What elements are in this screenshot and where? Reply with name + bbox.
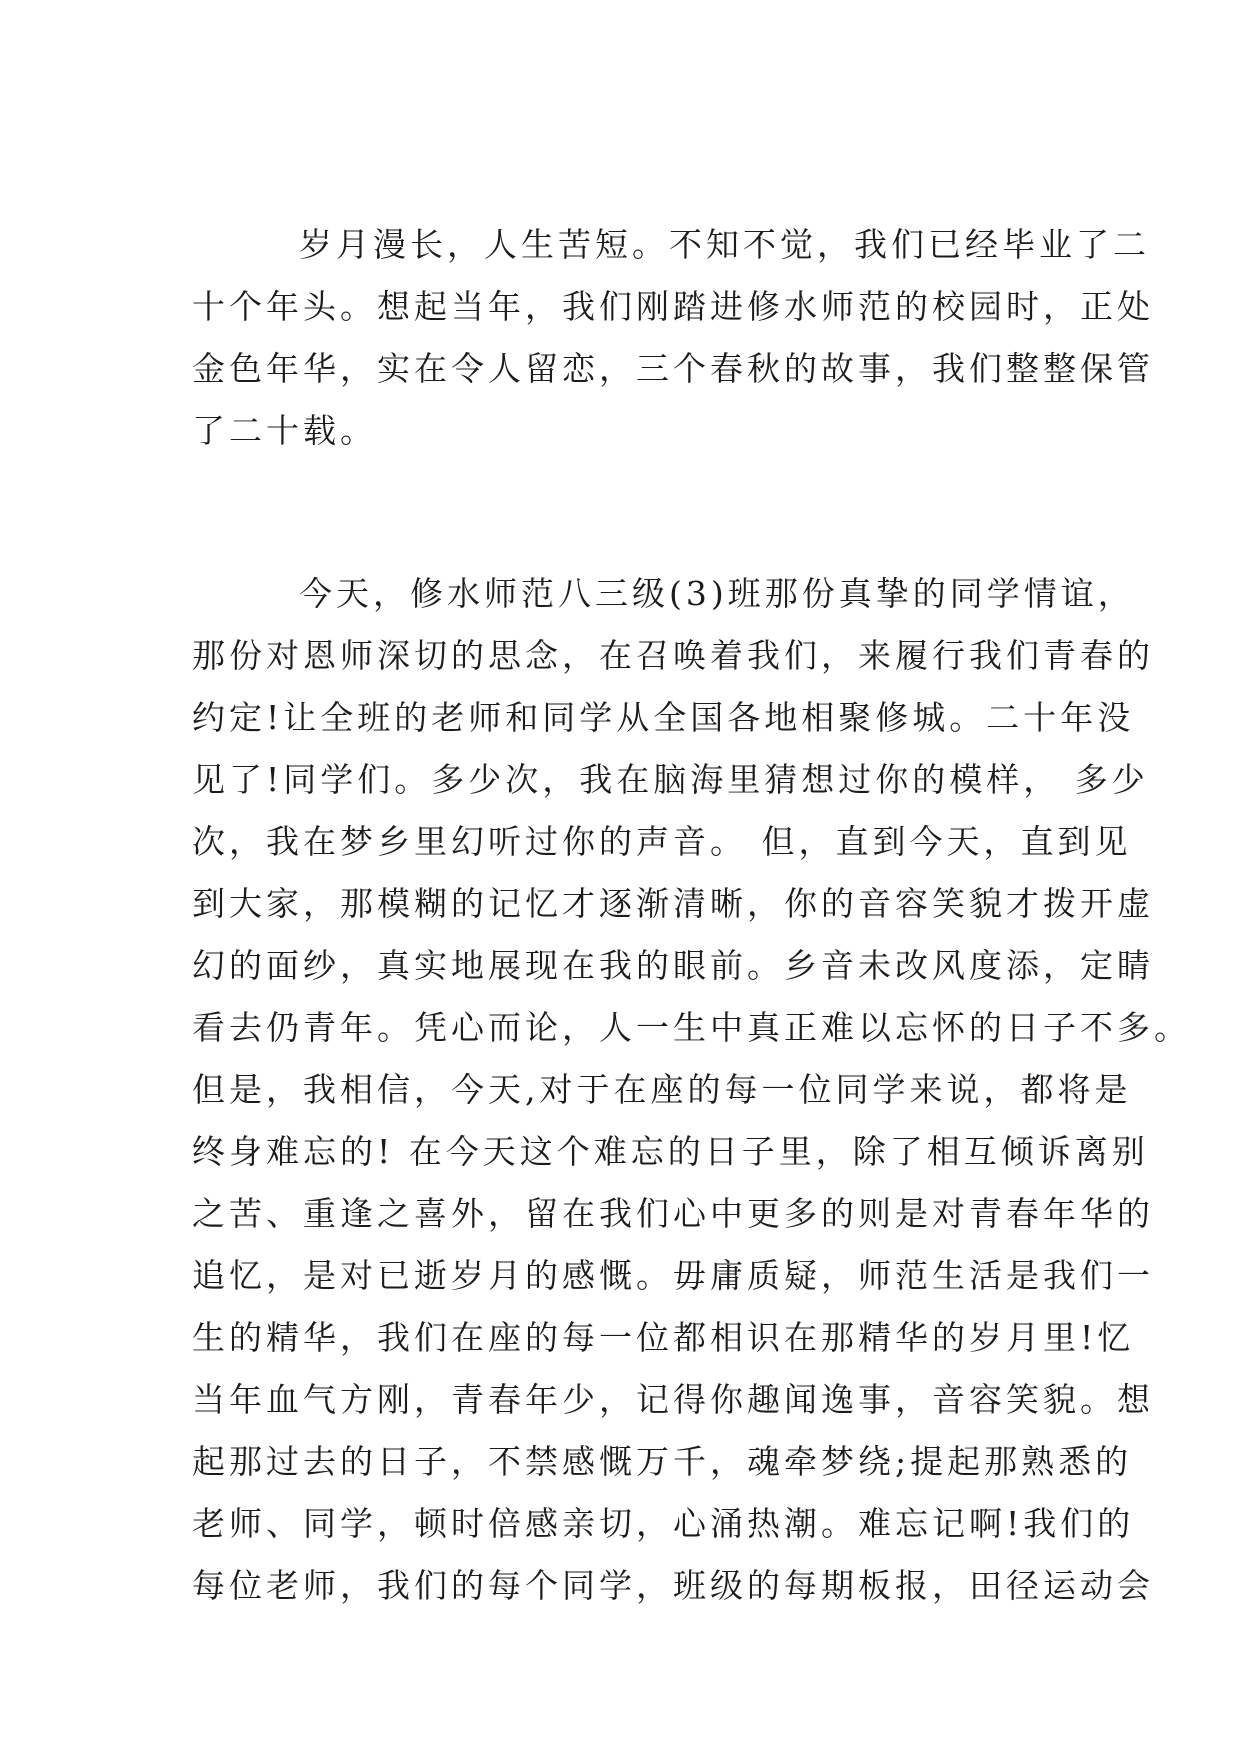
paragraph-1-line-1: 岁月漫长，人生苦短。不知不觉，我们已经毕业了二: [299, 225, 1150, 264]
paragraph-2-line-16: 老师、同学，顿时倍感亲切，心涌热潮。难忘记啊!我们的: [192, 1504, 1135, 1543]
paragraph-2-line-4: 见了!同学们。多少次，我在脑海里猜想过你的模样， 多少: [192, 760, 1149, 799]
paragraph-2-line-3: 约定!让全班的老师和同学从全国各地相聚修城。二十年没: [192, 698, 1135, 737]
paragraph-2-line-5: 次，我在梦乡里幻听过你的声音。 但，直到今天，直到见: [192, 822, 1132, 861]
paragraph-2-line-17: 每位老师，我们的每个同学，班级的每期板报，田径运动会: [192, 1566, 1154, 1605]
paragraph-2-line-2: 那份对恩师深切的思念，在召唤着我们，来履行我们青春的: [192, 636, 1154, 675]
paragraph-2-line-7: 幻的面纱，真实地展现在我的眼前。乡音未改风度添，定睛: [192, 946, 1154, 985]
paragraph-2-line-6: 到大家，那模糊的记忆才逐渐清晰，你的音容笑貌才拨开虚: [192, 884, 1154, 923]
paragraph-2-line-9: 但是，我相信，今天,对于在座的每一位同学来说，都将是: [192, 1070, 1132, 1109]
paragraph-2-line-8: 看去仍青年。凭心而论，人一生中真正难以忘怀的日子不多。: [192, 1008, 1191, 1047]
paragraph-1-line-3: 金色年华，实在令人留恋，三个春秋的故事，我们整整保管: [192, 349, 1154, 388]
paragraph-2-line-10: 终身难忘的! 在今天这个难忘的日子里，除了相互倾诉离别: [192, 1132, 1149, 1171]
paragraph-2-line-12: 追忆，是对已逝岁月的感慨。毋庸质疑，师范生活是我们一: [192, 1256, 1154, 1295]
paragraph-2-line-1: 今天，修水师范八三级(3)班那份真挚的同学情谊，: [299, 574, 1135, 613]
paragraph-1-line-2: 十个年头。想起当年，我们刚踏进修水师范的校园时，正处: [192, 287, 1154, 326]
paragraph-1-line-4: 了二十载。: [192, 411, 377, 450]
paragraph-2: [192, 563, 1191, 1617]
paragraph-2-line-13: 生的精华，我们在座的每一位都相识在那精华的岁月里!忆: [192, 1318, 1135, 1357]
paragraph-2-line-11: 之苦、重逢之喜外，留在我们心中更多的则是对青春年华的: [192, 1194, 1154, 1233]
paragraph-2-line-15: 起那过去的日子，不禁感慨万千，魂牵梦绕;提起那熟悉的: [192, 1442, 1133, 1481]
paragraph-1: [192, 214, 1154, 462]
paragraph-2-line-14: 当年血气方刚，青春年少，记得你趣闻逸事，音容笑貌。想: [192, 1380, 1154, 1419]
